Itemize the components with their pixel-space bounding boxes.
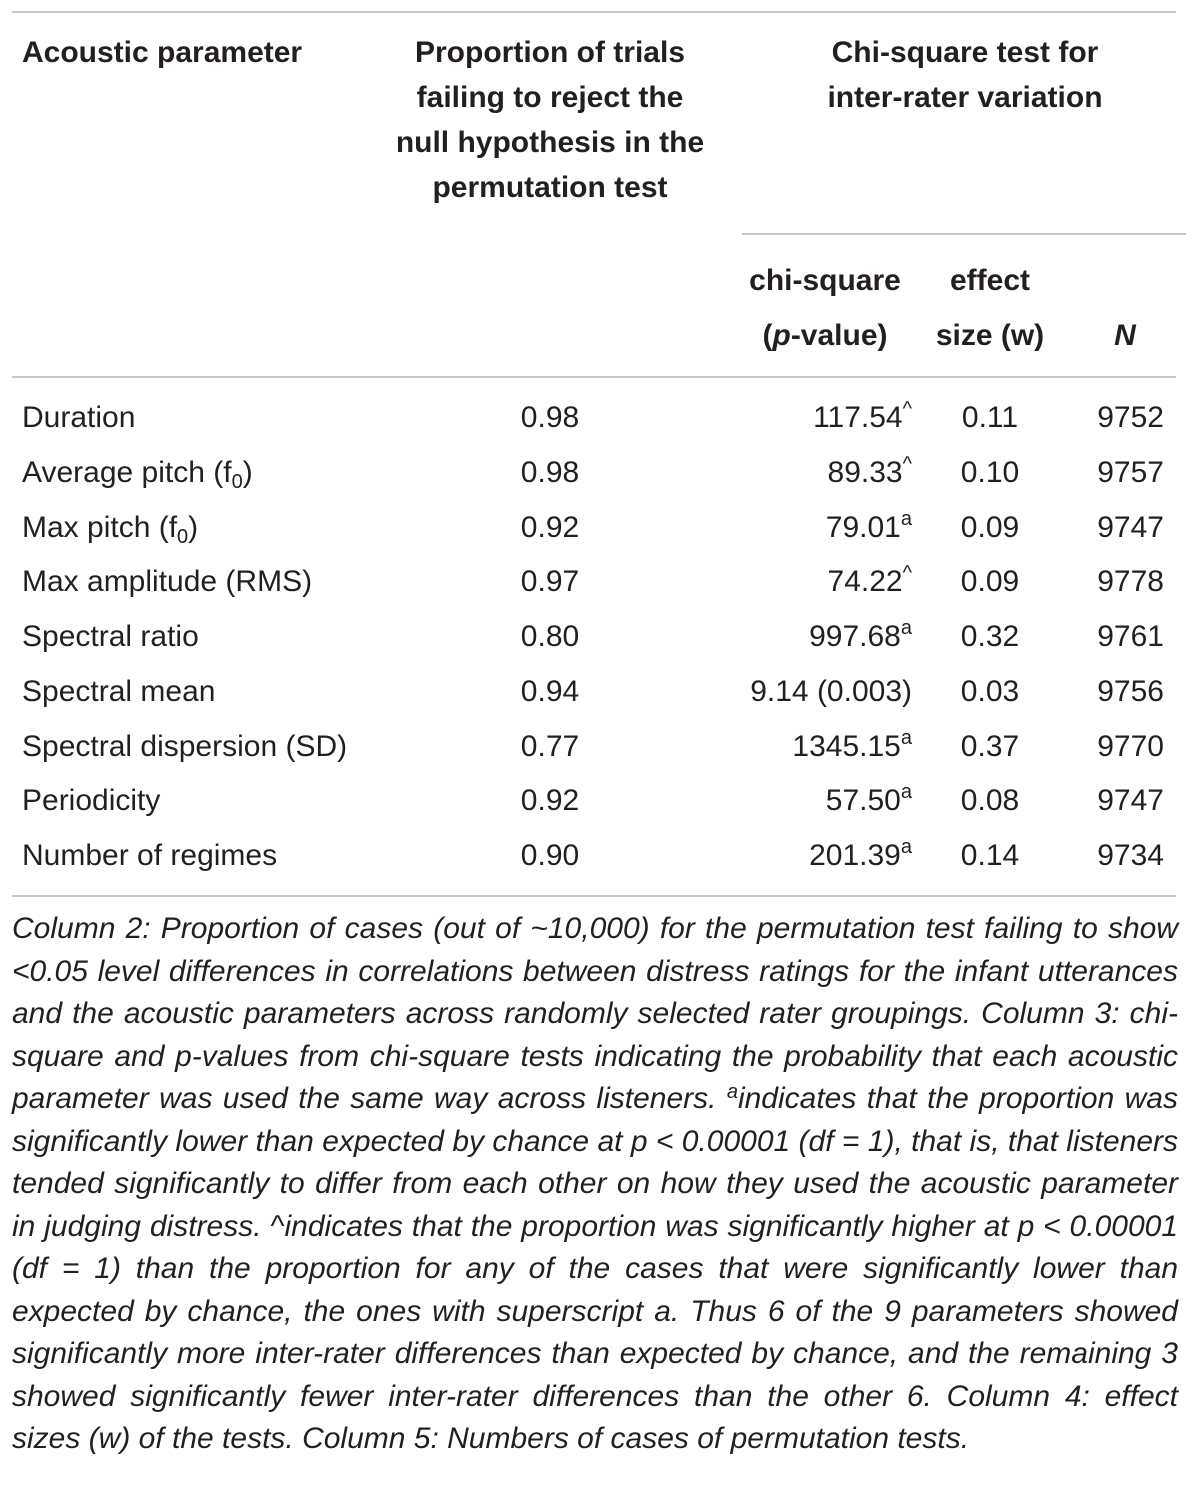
effect-size-cell: 0.09 [960,511,1020,544]
top-rule [12,11,1176,13]
significance-mark: a [900,836,912,858]
sub-header-rule [742,233,1186,235]
n-cell: 9778 [1097,565,1164,598]
effect-size-cell: 0.14 [960,839,1020,872]
significance-mark: a [900,508,912,530]
effect-size-cell: 0.09 [960,565,1020,598]
effect-size-cell: 0.11 [961,401,1019,434]
header-effect-size-label: size (w) [935,319,1045,352]
header-proportion-line: Proportion of trials [415,36,685,69]
header-bottom-rule [12,376,1176,378]
row-label: Duration [22,401,136,434]
header-chi-square-label: chi-square [749,264,901,297]
proportion-cell: 0.92 [520,511,580,544]
chi-square-cell: 74.22^ [827,562,912,598]
row-label: Spectral ratio [22,620,199,653]
footnote-caret: ^ [270,1209,285,1243]
chi-square-cell: 201.39$^a$ [809,836,912,872]
significance-mark: ^ [902,398,912,420]
header-n: N [1114,319,1136,352]
n-cell: 9756 [1097,675,1164,708]
header-effect-label: effect [949,264,1031,297]
effect-size-cell: 0.10 [960,456,1020,489]
n-cell: 9770 [1097,730,1164,763]
header-acoustic-parameter: Acoustic parameter [22,36,303,69]
proportion-cell: 0.98 [520,401,580,434]
significance-mark: ^ [902,453,912,475]
header-chi-square [730,258,920,358]
footnote-superscript-a: a [726,1081,738,1103]
n-cell: 9747 [1097,511,1164,544]
effect-size-cell: 0.03 [960,675,1020,708]
header-effect-size [915,258,1065,358]
n-cell: 9747 [1097,784,1164,817]
row-label: Average pitch $(f_0)$ [22,456,253,493]
chi-square-cell: 89.33^ [827,453,912,489]
row-label: Max pitch $(f_0)$ [22,511,199,548]
proportion-cell: 0.77 [520,730,580,763]
significance-mark: a [900,727,912,749]
chi-square-cell: 57.50$^a$ [825,781,912,817]
table-footnote: Column 2: Proportion of cases (out of ~10,000) for the permutation test failing to show <0.05 level differences in correlations between distress ratings for the infant utterances and the acoustic parameters across randomly selected rater groupings. Column 3: chi-square and p-values from chi-square tests indicating the probability that each acoustic parameter was used the same way across listeners. $^a$indicates that the proportion was significantly lower than expected by chance at p < 0.00001 (df = 1), that is, that listeners tended significantly to differ from each other on how they used the acoustic parameter in judging distress. ^indicates that the proportion was significantly higher at p < 0.00001 (df = 1) than the proportion for any of the cases that were significantly lower than expected by chance, the ones with superscript a. Thus 6 of the 9 parameters showed significantly more inter-rater differences than expected by chance, and the remaining 3 showed significantly fewer inter-rater differences than the other 6. Column 4: effect sizes (w) of the tests. Column 5: Numbers of cases of permutation tests. [12,912,1178,1455]
effect-size-cell: 0.08 [960,784,1020,817]
row-label: Periodicity [22,784,161,817]
chi-square-cell: 997.68$^a$ [809,617,912,653]
n-cell: 9761 [1097,620,1164,653]
header-chi-square-line: inter-rater variation [827,81,1103,114]
proportion-cell: 0.94 [520,675,580,708]
header-p-value-label: (p-value) [762,319,888,352]
proportion-cell: 0.98 [520,456,580,489]
proportion-cell: 0.97 [520,565,580,598]
significance-mark: a [900,781,912,803]
row-label: Number of regimes [22,839,278,872]
n-cell: 9752 [1097,401,1164,434]
header-proportion-line: failing to reject the [416,81,684,114]
row-label: Spectral dispersion (SD) [22,730,348,763]
chi-square-cell: 9.14 (0.003) [750,675,912,708]
n-cell: 9734 [1097,839,1164,872]
significance-mark: a [900,617,912,639]
row-label: Spectral mean [22,675,216,708]
header-proportion-line: permutation test [432,171,668,204]
header-chi-square-test [780,30,1150,120]
significance-mark: ^ [902,562,912,584]
row-label: Max amplitude (RMS) [22,565,313,598]
chi-square-cell: 117.54^ [813,398,912,434]
proportion-cell: 0.92 [520,784,580,817]
proportion-cell: 0.90 [520,839,580,872]
effect-size-cell: 0.37 [960,730,1020,763]
n-cell: 9757 [1097,456,1164,489]
bottom-rule [12,895,1176,897]
header-proportion-line: null hypothesis in the [395,126,705,159]
proportion-cell: 0.80 [520,620,580,653]
header-proportion [370,30,730,210]
chi-square-cell: 79.01$^a$ [825,508,912,544]
chi-square-cell: 1345.15$^a$ [792,727,912,763]
effect-size-cell: 0.32 [960,620,1020,653]
header-chi-square-line: Chi-square test for [831,36,1099,69]
